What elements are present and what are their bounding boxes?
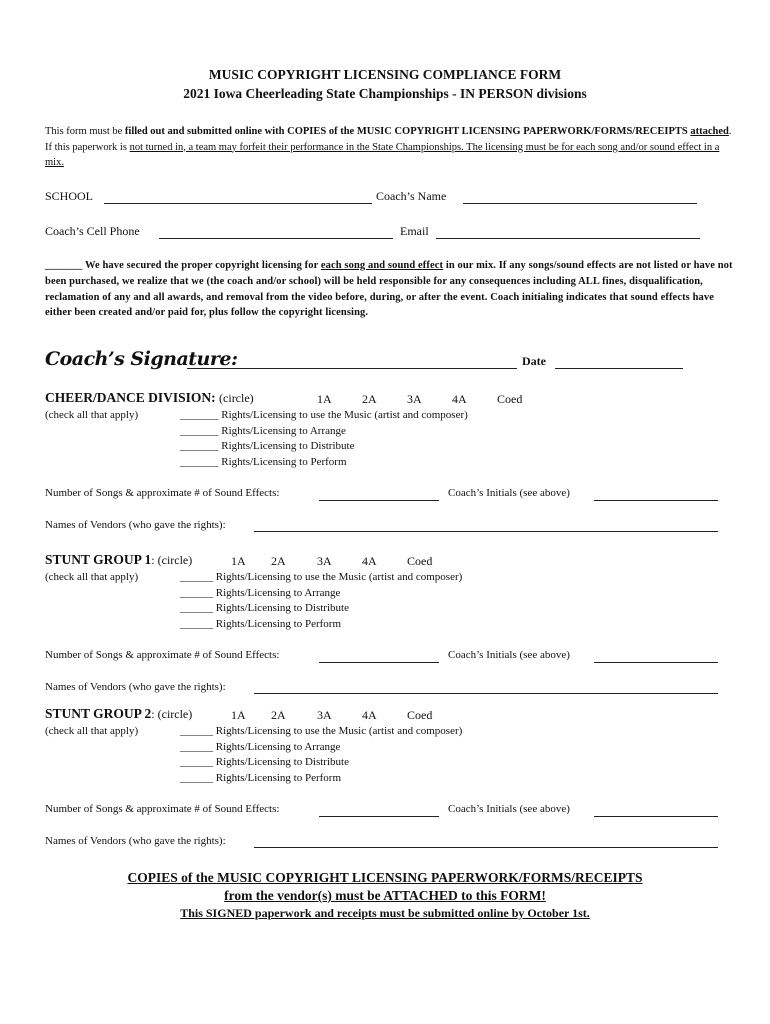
coach-initials-label: Coach’s Initials (see above) bbox=[448, 487, 570, 499]
circle-note: : (circle) bbox=[151, 707, 193, 721]
intro-attached-text: attached bbox=[690, 126, 729, 137]
cell-phone-label: Coach’s Cell Phone bbox=[45, 224, 140, 238]
checklist-item-label: Rights/Licensing to Distribute bbox=[221, 440, 355, 452]
coach-initials-field[interactable] bbox=[594, 500, 718, 501]
checklist-item[interactable] bbox=[180, 409, 468, 421]
checklist-item[interactable] bbox=[180, 571, 462, 583]
coach-name-label: Coach’s Name bbox=[376, 189, 447, 203]
option-2a[interactable]: 2A bbox=[271, 554, 286, 568]
form-subtitle: 2021 Iowa Cheerleading State Championships - IN PERSON divisions bbox=[183, 86, 587, 101]
vendors-field[interactable] bbox=[254, 693, 718, 694]
songs-count-field[interactable] bbox=[319, 500, 439, 501]
check-blank[interactable]: ______ bbox=[180, 586, 213, 599]
email-label: Email bbox=[400, 224, 429, 238]
check-blank[interactable]: ______ bbox=[180, 602, 213, 614]
check-blank[interactable]: _______ bbox=[180, 424, 219, 437]
option-coed[interactable]: Coed bbox=[407, 708, 433, 722]
checklist-item-label: Rights/Licensing to Arrange bbox=[221, 424, 346, 437]
vendors-field[interactable] bbox=[254, 847, 718, 848]
checklist-item[interactable] bbox=[180, 587, 340, 599]
option-1a[interactable]: 1A bbox=[231, 708, 246, 722]
check-all-note: (check all that apply) bbox=[45, 409, 139, 421]
check-blank[interactable]: _______ bbox=[180, 455, 219, 468]
songs-count-field[interactable] bbox=[319, 662, 439, 663]
check-blank[interactable]: ______ bbox=[180, 740, 213, 753]
songs-count-field[interactable] bbox=[319, 816, 439, 817]
check-blank[interactable]: ______ bbox=[180, 571, 213, 583]
songs-count-label: Number of Songs & approximate # of Sound Effects: bbox=[45, 649, 280, 661]
checklist-item-label: Rights/Licensing to Perform bbox=[215, 771, 342, 784]
option-4a[interactable]: 4A bbox=[362, 708, 377, 722]
option-4a[interactable]: 4A bbox=[452, 392, 467, 406]
section-title: CHEER/DANCE DIVISION: bbox=[45, 390, 216, 405]
acknowledgement-paragraph bbox=[45, 258, 735, 321]
checklist-item-label: Rights/Licensing to Distribute bbox=[215, 756, 349, 768]
option-coed[interactable]: Coed bbox=[407, 554, 433, 568]
checklist-item-label: Rights/Licensing to use the Music (artist and composer) bbox=[215, 571, 463, 583]
check-blank[interactable]: ______ bbox=[180, 771, 213, 784]
footer-line-2: from the vendor(s) must be ATTACHED to this FORM! bbox=[224, 888, 546, 903]
check-blank[interactable]: ______ bbox=[180, 725, 213, 737]
option-1a[interactable]: 1A bbox=[317, 392, 332, 406]
checklist-item[interactable] bbox=[180, 618, 341, 630]
stunt-group-1-title bbox=[45, 552, 192, 568]
option-4a[interactable]: 4A bbox=[362, 554, 377, 568]
school-field[interactable] bbox=[104, 203, 372, 204]
checklist-item-label: Rights/Licensing to Perform bbox=[221, 455, 347, 468]
section-title: STUNT GROUP 1 bbox=[45, 552, 152, 567]
intro-paragraph bbox=[45, 124, 735, 171]
coach-name-field[interactable] bbox=[463, 203, 697, 204]
coach-signature-label: Coach’s Signature: bbox=[45, 348, 238, 370]
checklist-item[interactable] bbox=[180, 602, 349, 614]
school-label: SCHOOL bbox=[45, 189, 94, 203]
vendors-field[interactable] bbox=[254, 531, 718, 532]
section-title: STUNT GROUP 2 bbox=[45, 706, 152, 721]
option-3a[interactable]: 3A bbox=[317, 708, 332, 722]
check-all-note: (check all that apply) bbox=[45, 725, 139, 737]
circle-note: : (circle) bbox=[151, 553, 193, 567]
checklist-item-label: Rights/Licensing to use the Music (artist and composer) bbox=[221, 409, 468, 421]
footer-line-1: COPIES of the MUSIC COPYRIGHT LICENSING PAPERWORK/FORMS/RECEIPTS bbox=[127, 870, 643, 885]
coach-initials-label: Coach’s Initials (see above) bbox=[448, 649, 570, 661]
check-blank[interactable]: _______ bbox=[180, 409, 219, 421]
option-3a[interactable]: 3A bbox=[407, 392, 422, 406]
cheer-dance-division-title bbox=[45, 390, 254, 406]
coach-initials-field[interactable] bbox=[594, 816, 718, 817]
songs-count-label: Number of Songs & approximate # of Sound Effects: bbox=[45, 487, 280, 499]
acknowledgement-text-2: in our mix. If any songs/sound effects are not listed or have not been purchased, we realize that we (the coach and/or school) will be held responsible for any consequences including ALL fines, disqualification, reclamation of any and all awards, and removal from the video before, during, or after the event. Coach initialing indicates that sound effects have either been created and/or paid for, plus follow the copyright licensing. bbox=[45, 260, 733, 319]
intro-text-2: . If this paperwork is bbox=[45, 126, 732, 153]
checklist-item-label: Rights/Licensing to Perform bbox=[215, 617, 342, 630]
checklist-item[interactable] bbox=[180, 440, 354, 452]
checklist-item[interactable] bbox=[180, 725, 462, 737]
date-field[interactable] bbox=[555, 368, 683, 369]
vendors-label: Names of Vendors (who gave the rights): bbox=[45, 519, 226, 531]
acknowledgement-text: We have secured the proper copyright licensing for bbox=[82, 260, 321, 271]
check-blank[interactable]: _______ bbox=[180, 440, 219, 452]
circle-note: (circle) bbox=[219, 391, 254, 405]
check-all-note: (check all that apply) bbox=[45, 571, 139, 583]
option-2a[interactable]: 2A bbox=[362, 392, 377, 406]
date-label: Date bbox=[522, 354, 546, 368]
checklist-item-label: Rights/Licensing to use the Music (artist and composer) bbox=[215, 725, 463, 737]
coach-initials-label: Coach’s Initials (see above) bbox=[448, 803, 570, 815]
acknowledgement-emphasis: each song and sound effect bbox=[320, 260, 444, 271]
coach-signature-field[interactable] bbox=[187, 368, 517, 369]
checklist-item-label: Rights/Licensing to Arrange bbox=[215, 586, 341, 599]
intro-text: This form must be bbox=[45, 126, 125, 137]
intro-bold-text: filled out and submitted online with COPIES of the MUSIC COPYRIGHT LICENSING PAPERWORK/FORMS/RECEIPTS bbox=[124, 126, 691, 137]
acknowledgement-initial-blank[interactable]: _______ bbox=[45, 260, 83, 271]
option-2a[interactable]: 2A bbox=[271, 708, 286, 722]
vendors-label: Names of Vendors (who gave the rights): bbox=[45, 681, 226, 693]
cell-phone-field[interactable] bbox=[159, 238, 393, 239]
checklist-item[interactable] bbox=[180, 456, 347, 468]
option-1a[interactable]: 1A bbox=[231, 554, 246, 568]
intro-warning-text: not turned in, a team may forfeit their performance in the State Championships. The licensing must be for each song and/or sound effect in a mix. bbox=[45, 141, 720, 168]
coach-initials-field[interactable] bbox=[594, 662, 718, 663]
stunt-group-2-title bbox=[45, 706, 192, 722]
checklist-item[interactable] bbox=[180, 756, 349, 768]
option-3a[interactable]: 3A bbox=[317, 554, 332, 568]
check-blank[interactable]: ______ bbox=[180, 756, 213, 768]
checklist-item[interactable] bbox=[180, 772, 341, 784]
email-field[interactable] bbox=[436, 238, 700, 239]
footer-line-3: This SIGNED paperwork and receipts must be submitted online by October 1st. bbox=[180, 906, 590, 920]
option-coed[interactable]: Coed bbox=[497, 392, 523, 406]
checklist-item-label: Rights/Licensing to Distribute bbox=[215, 602, 349, 614]
checklist-item[interactable] bbox=[180, 741, 340, 753]
vendors-label: Names of Vendors (who gave the rights): bbox=[45, 835, 226, 847]
songs-count-label: Number of Songs & approximate # of Sound Effects: bbox=[45, 803, 280, 815]
check-blank[interactable]: ______ bbox=[180, 617, 213, 630]
checklist-item[interactable] bbox=[180, 425, 346, 437]
checklist-item-label: Rights/Licensing to Arrange bbox=[215, 740, 341, 753]
form-title: MUSIC COPYRIGHT LICENSING COMPLIANCE FORM bbox=[208, 67, 562, 82]
